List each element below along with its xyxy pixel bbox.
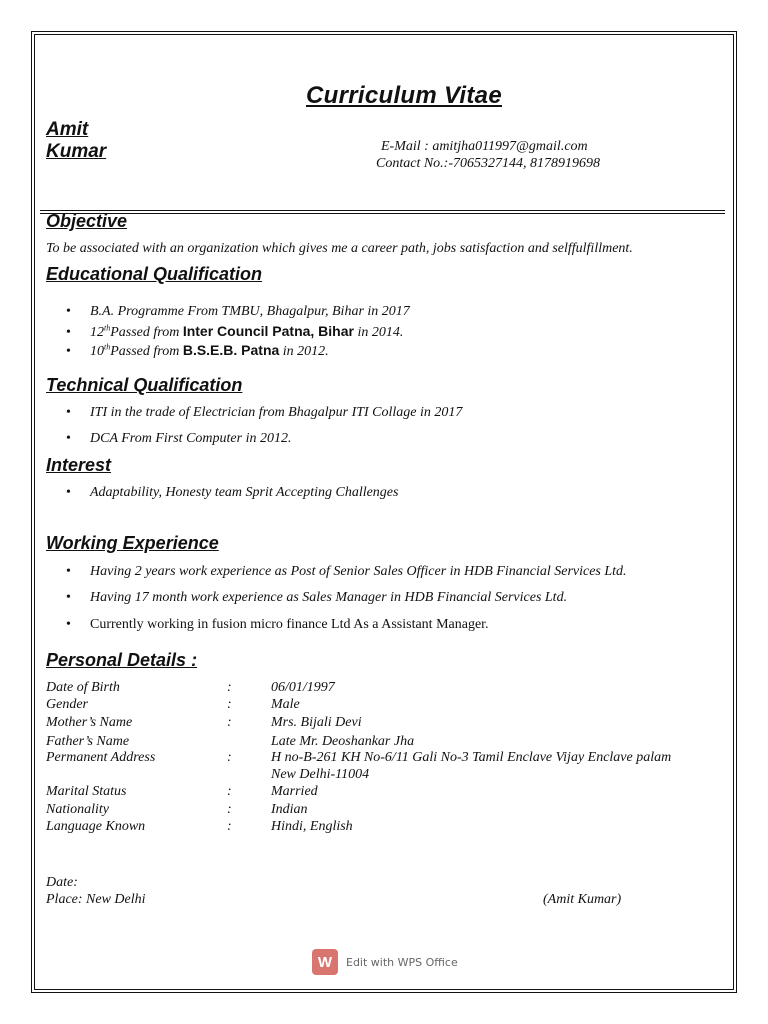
pd-value-dob: 06/01/1997 [271,680,335,695]
document-title: Curriculum Vitae [306,82,502,109]
pd-value-father: Late Mr. Deoshankar Jha [271,734,415,749]
bullet-icon: • [66,304,71,319]
pd-label-nationality: Nationality [46,802,109,817]
experience-heading: Working Experience [46,533,219,553]
bullet-icon: • [66,564,71,579]
list-item [66,590,567,606]
bullet-icon: • [66,344,71,359]
objective-text: To be associated with an organization which gives me a career path, jobs satisfaction and selffulfillment. [46,241,633,256]
email-line: E-Mail : amitjha011997@gmail.com [381,139,588,154]
education-board: Inter Council Patna, Bihar [182,323,354,339]
list-item [66,564,627,580]
header-divider-top [40,210,725,211]
pd-colon: : [227,802,232,817]
pd-value-address: H no-B-261 KH No-6/11 Gali No-3 Tamil Enclave Vijay Enclave palam [271,750,672,765]
pd-value-gender: Male [271,697,300,712]
bullet-icon: • [66,485,71,500]
pd-value-mother: Mrs. Bijali Devi [271,715,362,730]
education-grade: 12 [90,325,104,340]
page-border-inner [34,34,734,990]
list-item [66,485,398,501]
pd-value-marital: Married [271,784,318,799]
list-item [66,405,462,421]
pd-colon: : [227,819,232,834]
experience-item-text: Having 17 month work experience as Sales Manager in HDB Financial Services Ltd. [90,590,568,605]
technical-item-text: ITI in the trade of Electrician from Bhagalpur ITI Collage in 2017 [90,405,463,420]
name-last: Kumar [46,141,107,162]
pd-label-mother: Mother’s Name [46,715,133,730]
bullet-icon: • [66,405,71,420]
pd-value-nationality: Indian [271,802,308,817]
objective-heading: Objective [46,211,128,231]
education-grade: 10 [90,344,104,359]
experience-item-text: Currently working in fusion micro finance Ltd As a Assistant Manager. [90,617,489,632]
interest-heading: Interest [46,455,112,475]
pd-label-address: Permanent Address [46,750,156,765]
list-item [66,342,329,360]
pd-label-father: Father’s Name [46,734,130,749]
education-item-text: Passed from [110,325,183,340]
education-item-text: B.A. Programme From TMBU, Bhagalpur, Bihar in 2017 [90,304,410,319]
place-label: Place: New Delhi [46,892,146,907]
personal-heading: Personal Details : [46,650,198,670]
list-item [66,304,410,320]
signature: (Amit Kumar) [543,892,622,907]
pd-colon: : [227,750,232,765]
education-year: in 2012. [279,344,329,359]
interest-item-text: Adaptability, Honesty team Sprit Accepting Challenges [90,485,399,500]
pd-label-dob: Date of Birth [46,680,120,695]
education-item-text: Passed from [110,344,183,359]
bullet-icon: • [66,431,71,446]
pd-value-address-line2: New Delhi-11004 [271,767,370,782]
wps-watermark-text: Edit with WPS Office [346,955,458,969]
wps-logo-icon: W [312,949,338,975]
list-item [66,431,291,447]
header-divider-bottom [40,213,725,214]
pd-label-language: Language Known [46,819,146,834]
education-grade-suffix: th [104,323,111,333]
pd-colon: : [227,784,232,799]
technical-item-text: DCA From First Computer in 2012. [90,431,292,446]
pd-value-language: Hindi, English [271,819,353,834]
wps-watermark[interactable] [312,948,458,976]
phone-line: Contact No.:-7065327144, 8178919698 [376,156,600,171]
education-year: in 2014. [353,325,404,340]
experience-item-text: Having 2 years work experience as Post of Senior Sales Officer in HDB Financial Services Ltd. [90,564,627,579]
bullet-icon: • [66,325,71,340]
bullet-icon: • [66,590,71,605]
name-first: Amit [46,119,89,140]
pd-colon: : [227,680,232,695]
list-item [66,617,489,633]
education-heading: Educational Qualification [46,264,263,284]
pd-label-marital: Marital Status [46,784,127,799]
date-label: Date: [46,875,78,890]
education-grade-suffix: th [104,342,111,352]
pd-label-gender: Gender [46,697,88,712]
pd-colon: : [227,715,232,730]
list-item [66,323,403,341]
bullet-icon: • [66,617,71,632]
technical-heading: Technical Qualification [46,375,243,395]
pd-colon: : [227,697,232,712]
education-board: B.S.E.B. Patna [182,342,280,358]
